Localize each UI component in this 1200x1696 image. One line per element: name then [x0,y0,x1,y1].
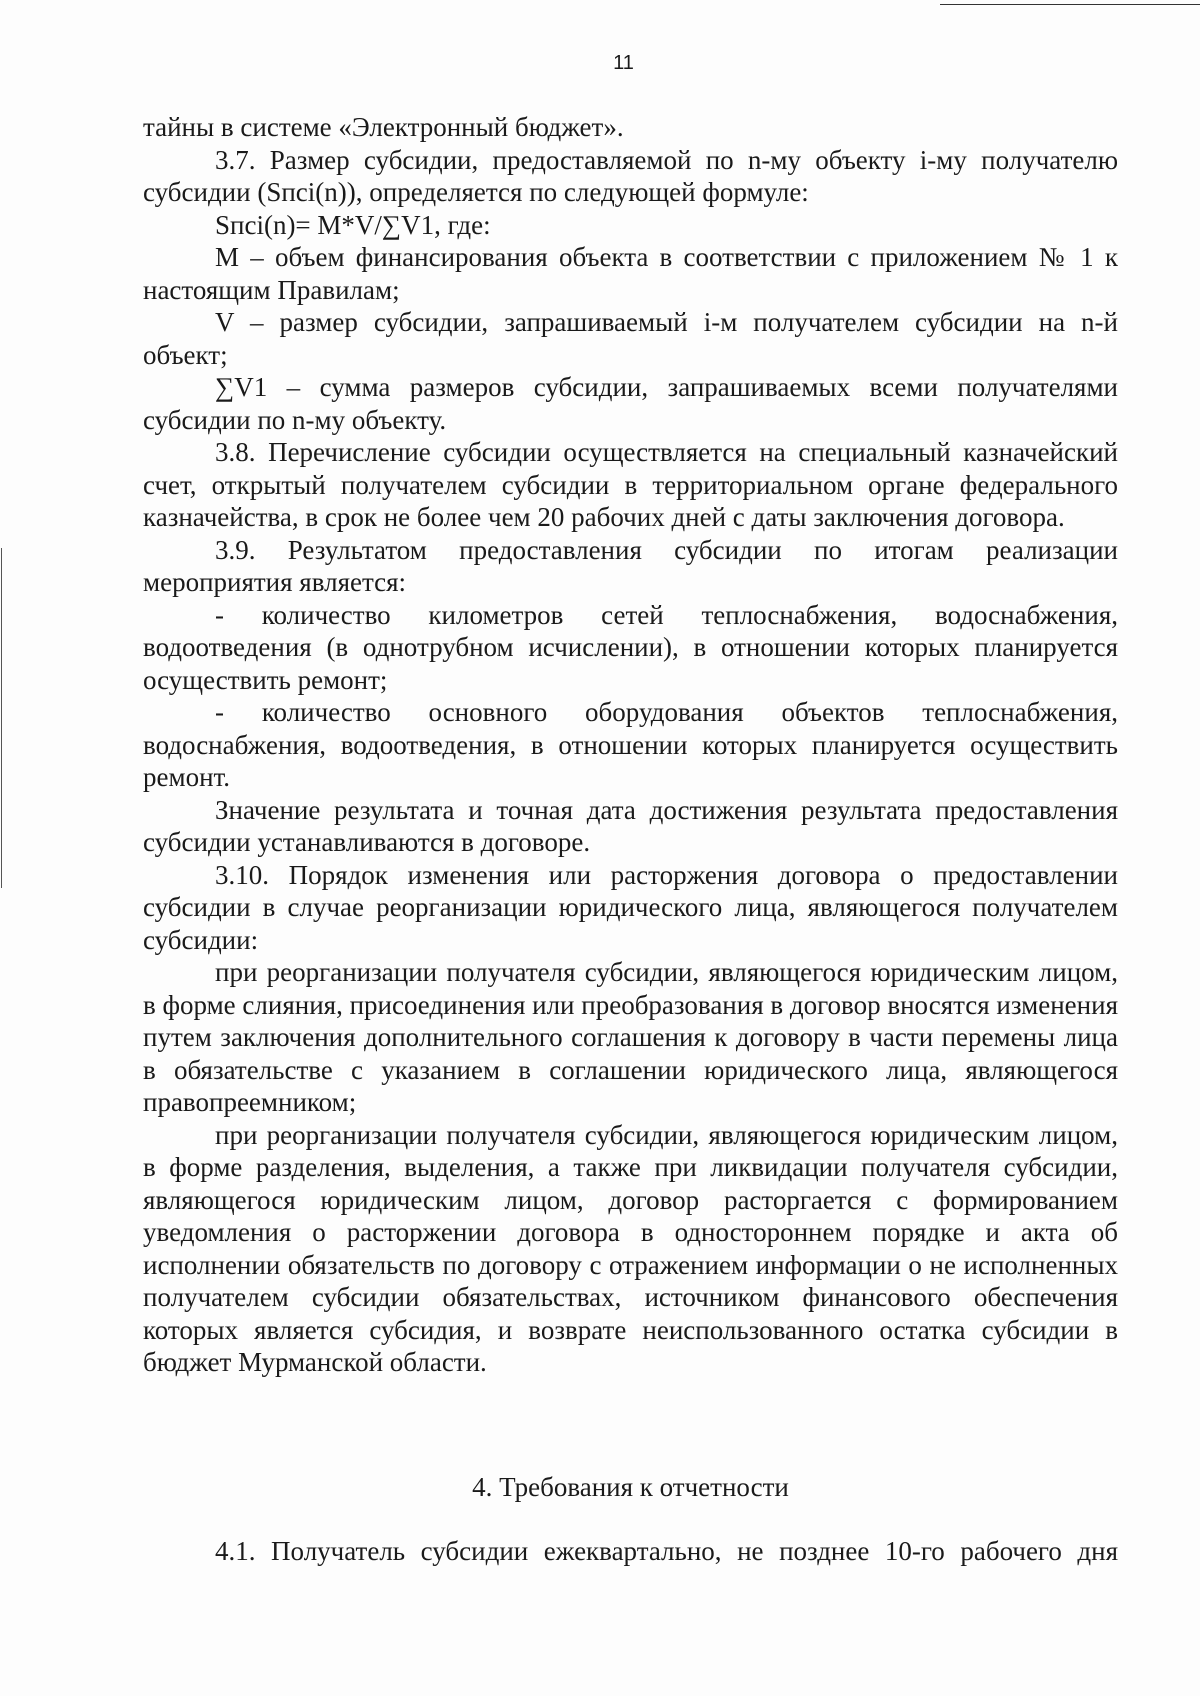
paragraph: 3.8. Перечисление субсидии осуществляется на специальный казначейский счет, открытый получателем субсидии в территориальном органе федерального казначейства, в срок не более чем 20 рабочих дней с даты заключения договора. [143,437,1118,532]
paragraph: при реорганизации получателя субсидии, являющегося юридическим лицом, в форме разделения, выделения, а также при ликвидации получателя субсидии, являющегося юридическим лицом, договор расторгается с формированием уведомления о расторжении договора в одностороннем порядке и акта об исполнении обязательств по договору с отражением информации о не исполненных получателем субсидии обязательствах, источником финансового обеспечения которых является субсидия, и возврате неиспользованного остатка субсидии в бюджет Мурманской области. [143,1119,1118,1377]
paragraph: ∑V1 – сумма размеров субсидии, запрашиваемых всеми получателями субсидии по n-му объекту. [143,372,1118,435]
paragraph: 4.1. Получатель субсидии ежеквартально, не позднее 10-го рабочего дня [215,1536,1118,1566]
paragraph: Значение результата и точная дата достижения результата предоставления субсидии устанавливаются в договоре. [143,794,1118,857]
section-heading: 4. Требования к отчетности [472,1472,789,1502]
paragraph: 3.10. Порядок изменения или расторжения договора о предоставлении субсидии в случае реорганизации юридического лица, являющегося получателем субсидии: [143,859,1118,955]
scan-edge-line [940,4,1200,5]
paragraph: при реорганизации получателя субсидии, являющегося юридическим лицом, в форме слияния, присоединения или преобразования в договор вносятся изменения путем заключения дополнительного соглашения к договору в части перемены лица в обязательстве с указанием в соглашении юридического лица, являющегося правопреемником; [143,957,1118,1117]
scan-edge-line [1,548,2,888]
paragraph: 3.7. Размер субсидии, предоставляемой по n-му объекту i-му получателю субсидии (Sпci(n)), определяется по следующей формуле: [143,144,1118,207]
formula: Sпci(n)= M*V/∑V1, где: [215,209,491,240]
document-body [143,111,1118,1379]
page-number: 11 [613,52,634,74]
list-item: - количество километров сетей теплоснабжения, водоснабжения, водоотведения (в однотрубном исчислении), в отношении которых планируется осуществить ремонт; [143,599,1118,695]
paragraph: V – размер субсидии, запрашиваемый i-м получателем субсидии на n-й объект; [143,307,1118,370]
list-item: - количество основного оборудования объектов теплоснабжения, водоснабжения, водоотведения, в отношении которых планируется осуществить ремонт. [143,697,1118,792]
paragraph: M – объем финансирования объекта в соответствии с приложением № 1 к настоящим Правилам; [143,242,1118,305]
paragraph: 3.9. Результатом предоставления субсидии по итогам реализации мероприятия является: [143,534,1118,597]
paragraph: тайны в системе «Электронный бюджет». [143,112,624,142]
